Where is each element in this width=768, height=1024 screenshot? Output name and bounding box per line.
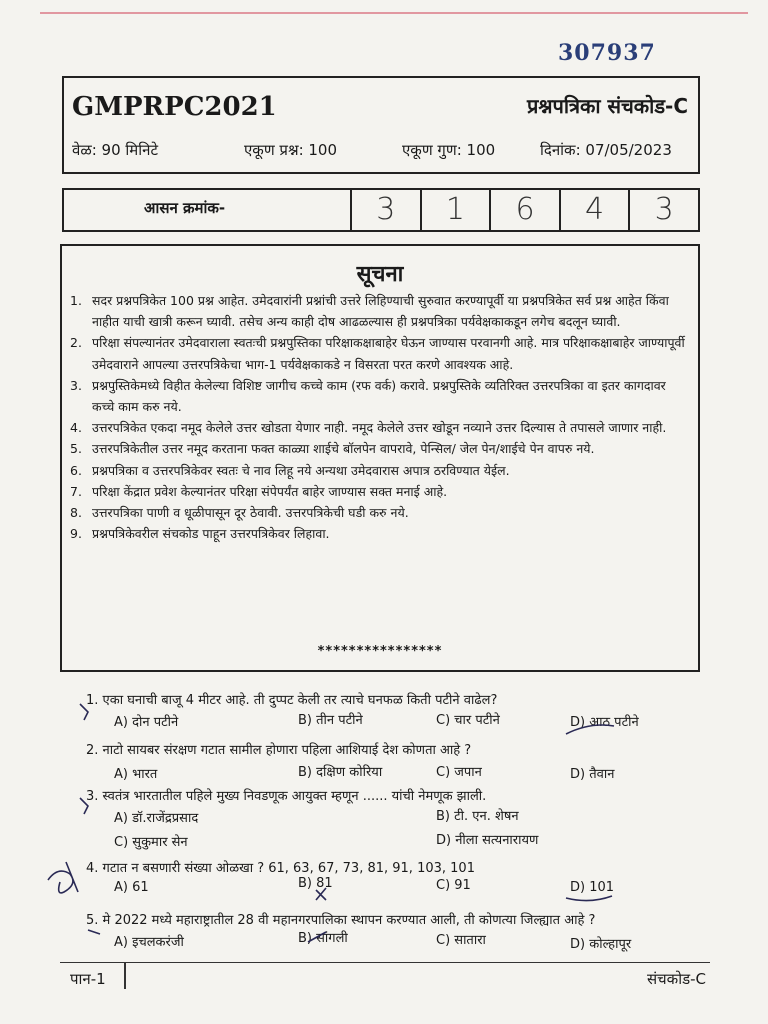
exam-header-box xyxy=(62,76,700,174)
instruction-item: 5. उत्तरपत्रिकेतील उत्तर नमूद करताना फक्त काळ्या शाईचे बॉलपेन वापरावे, पेन्सिल/ जेल पेन/शाईचे पेन वापरु नये. xyxy=(70,441,595,457)
q4-option-d: D) 101 xyxy=(570,880,615,895)
instructions-list xyxy=(70,290,688,544)
q3-option-d: D) नीला सत्यनारायण xyxy=(436,833,539,848)
q4-option-c: C) 91 xyxy=(436,878,471,893)
seat-digit: 3 xyxy=(654,192,674,227)
q2-option-a: A) भारत xyxy=(114,767,158,782)
footer-divider xyxy=(124,963,126,989)
footer-set-code: संचकोड-C xyxy=(647,970,706,988)
q3-option-c: C) सुकुमार सेन xyxy=(114,835,188,850)
instruction-item: 2. परिक्षा संपल्यानंतर उमेदवाराला स्वतःची प्रश्नपुस्तिका परिक्षाकक्षाबाहेर घेऊन जाण्यास परवानगी आहे. मात्र परिक्षाकक्षाबाहेर जाण्यापूर्वी उमेदवाराने आपल्या उत्तरपत्रिकेचा भाग-1 पर्यवेक्षकाकडे न विसरता परत करणे आवश्यक आहे. xyxy=(70,335,685,372)
question-3: 3. स्वतंत्र भारतातील पहिले मुख्य निवडणूक आयुक्त म्हणून ...... यांची नेमणूक झाली. xyxy=(86,789,487,804)
q2-option-b: B) दक्षिण कोरिया xyxy=(298,765,383,780)
page-footer xyxy=(60,962,710,997)
q1-option-a: A) दोन पटीने xyxy=(114,715,179,730)
page-number: पान-1 xyxy=(70,970,106,988)
q5-option-a: A) इचलकरंजी xyxy=(114,935,184,950)
stars-divider: **************** xyxy=(317,644,443,659)
seat-label: आसन क्रमांक- xyxy=(64,190,352,230)
question-5: 5. मे 2022 मध्ये महाराष्ट्रातील 28 वी महानगरपालिका स्थापन करण्यात आली, ती कोणत्या जिल्ह्यात आहे ? xyxy=(86,913,596,928)
seat-digit: 3 xyxy=(352,190,422,230)
exam-time: वेळ: 90 मिनिटे xyxy=(72,141,159,159)
q1-option-b: B) तीन पटीने xyxy=(298,713,363,728)
tick-mark-q5 xyxy=(88,930,100,934)
instructions-box xyxy=(60,244,700,672)
instruction-item: 8. उत्तरपत्रिका पाणी व धूळीपासून दूर ठेवावी. उत्तरपत्रिकेची घडी करु नये. xyxy=(70,505,409,521)
seat-digit: 6 xyxy=(491,190,561,230)
q3-option-a: A) डॉ.राजेंद्रप्रसाद xyxy=(114,811,199,826)
q1-option-c: C) चार पटीने xyxy=(436,713,500,728)
scribble-q4 xyxy=(48,862,78,893)
exam-date: दिनांक: 07/05/2023 xyxy=(540,141,672,159)
q5-option-d: D) कोल्हापूर xyxy=(570,937,632,952)
question-4: 4. गटात न बसणारी संख्या ओळखा ? 61, 63, 67, 73, 81, 91, 103, 101 xyxy=(86,861,475,876)
q3-option-b: B) टी. एन. शेषन xyxy=(436,809,519,824)
instructions-title: सूचना xyxy=(356,262,404,287)
q5-option-c: C) सातारा xyxy=(436,933,486,948)
serial-number: 307937 xyxy=(558,40,656,66)
set-code: प्रश्नपत्रिका संचकोड-C xyxy=(526,94,688,118)
seat-number-box xyxy=(62,188,700,232)
q4-option-a: A) 61 xyxy=(114,880,149,895)
instruction-item: 7. परिक्षा केंद्रात प्रवेश केल्यानंतर परिक्षा संपेपर्यंत बाहेर जाण्यास सक्त मनाई आहे. xyxy=(70,483,448,499)
total-marks: एकूण गुण: 100 xyxy=(402,141,496,159)
q2-option-d: D) तैवान xyxy=(570,767,615,782)
instruction-item: 1. सदर प्रश्नपत्रिकेत 100 प्रश्न आहेत. उमेदवारांनी प्रश्नांची उत्तरे लिहिण्याची सुरुवात करण्यापूर्वी या प्रश्नपत्रिकेत सर्व प्रश्न आहेत किंवा नाहीत याची खात्री करून घ्यावी. तसेच अन्य काही दोष आढळल्यास ही प्रश्नपत्रिका पर्यवेक्षकाकडून लगेच बदलून घ्यावी. xyxy=(70,293,669,330)
total-questions: एकूण प्रश्न: 100 xyxy=(244,141,338,159)
instruction-item: 4. उत्तरपत्रिकेत एकदा नमूद केलेले उत्तर खोडता येणार नाही. नमूद केलेले उत्तर खोडून नव्याने उत्तर दिल्यास ते तपासले जाणार नाही. xyxy=(70,420,667,436)
instruction-item: 6. प्रश्नपत्रिका व उत्तरपत्रिकेवर स्वतः चे नाव लिहू नये अन्यथा उमेदवारास अपात्र ठरविण्यात येईल. xyxy=(70,462,510,478)
exam-code: GMPRPC2021 xyxy=(72,92,277,122)
q5-option-b: B) सांगली xyxy=(298,931,348,946)
seat-digit: 1 xyxy=(422,190,492,230)
instruction-item: 3. प्रश्नपुस्तिकेमध्ये विहीत केलेल्या विशिष्ट जागीच कच्चे काम (रफ वर्क) करावे. प्रश्नपुस्तिके व्यतिरिक्त उत्तरपत्रिका वा इतर कागदावर कच्चे काम करु नये. xyxy=(70,377,666,415)
q4-option-b: B) 81 xyxy=(298,876,333,891)
q1-option-d: D) आठ पटीने xyxy=(570,715,639,730)
top-edge-line xyxy=(40,12,748,14)
question-2: 2. नाटो सायबर संरक्षण गटात सामील होणारा पहिला आशियाई देश कोणता आहे ? xyxy=(86,743,472,758)
answer-mark-q4 xyxy=(566,896,612,901)
instruction-item: 9. प्रश्नपत्रिकेवरील संचकोड पाहून उत्तरपत्रिकेवर लिहावा. xyxy=(70,526,330,542)
q2-option-c: C) जपान xyxy=(436,765,482,780)
question-1: 1. एका घनाची बाजू 4 मीटर आहे. ती दुप्पट केली तर त्याचे घनफळ किती पटीने वाढेल? xyxy=(86,693,498,708)
seat-digit: 4 xyxy=(561,190,631,230)
